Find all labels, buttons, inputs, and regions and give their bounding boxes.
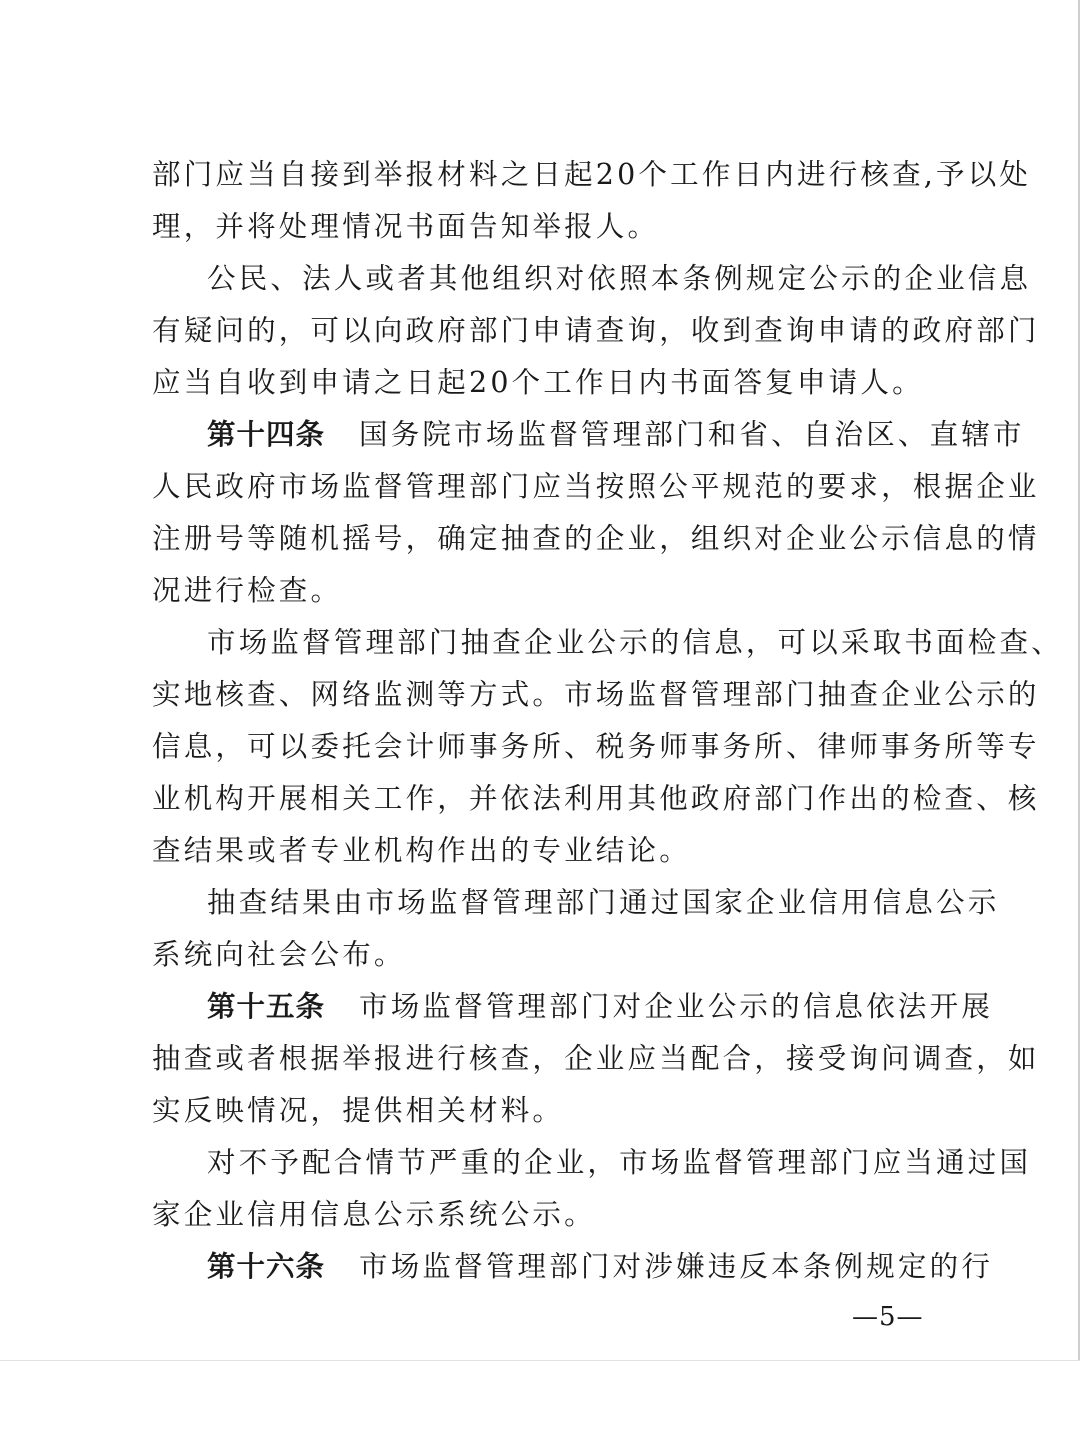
article-15 bbox=[207, 984, 994, 1025]
page-number: —5— bbox=[852, 1302, 924, 1332]
article-text: 市场监督管理部门对涉嫌违反本条例规定的行 bbox=[359, 1250, 994, 1283]
article-16 bbox=[207, 1244, 994, 1285]
article-14 bbox=[207, 412, 1025, 453]
article-heading: 第十六条 bbox=[207, 1250, 326, 1283]
text-line: 实地核查、网络监测等方式。市场监督管理部门抽查企业公示的 bbox=[152, 678, 1040, 711]
text-line: 系统向社会公布。 bbox=[152, 938, 406, 971]
paragraph-start: 对不予配合情节严重的企业，市场监督管理部门应当通过国 bbox=[207, 1146, 1032, 1179]
paragraph-start: 公民、法人或者其他组织对依照本条例规定公示的企业信息 bbox=[207, 262, 1032, 295]
text-line: 有疑问的，可以向政府部门申请查询，收到查询申请的政府部门 bbox=[152, 314, 1040, 347]
text-line: 抽查或者根据举报进行核查，企业应当配合，接受询问调查，如 bbox=[152, 1042, 1040, 1075]
text-line: 理，并将处理情况书面告知举报人。 bbox=[152, 210, 660, 243]
paragraph-start: 市场监督管理部门抽查企业公示的信息，可以采取书面检查、 bbox=[207, 626, 1063, 659]
text-line: 业机构开展相关工作，并依法利用其他政府部门作出的检查、核 bbox=[152, 782, 1040, 815]
page-gap bbox=[0, 1360, 1080, 1456]
text-line: 注册号等随机摇号，确定抽查的企业，组织对企业公示信息的情 bbox=[152, 522, 1040, 555]
article-text: 市场监督管理部门对企业公示的信息依法开展 bbox=[359, 990, 994, 1023]
text-line: 应当自收到申请之日起20个工作日内书面答复申请人。 bbox=[152, 366, 924, 399]
text-line: 实反映情况，提供相关材料。 bbox=[152, 1094, 565, 1127]
article-heading: 第十五条 bbox=[207, 990, 326, 1023]
paragraph-start: 抽查结果由市场监督管理部门通过国家企业信用信息公示 bbox=[207, 886, 1000, 919]
article-text: 国务院市场监督管理部门和省、自治区、直辖市 bbox=[359, 418, 1025, 451]
text-line: 查结果或者专业机构作出的专业结论。 bbox=[152, 834, 691, 867]
article-heading: 第十四条 bbox=[207, 418, 326, 451]
text-line: 家企业信用信息公示系统公示。 bbox=[152, 1198, 596, 1231]
text-line: 部门应当自接到举报材料之日起20个工作日内进行核查,予以处 bbox=[152, 158, 1032, 191]
text-line: 人民政府市场监督管理部门应当按照公平规范的要求，根据企业 bbox=[152, 470, 1040, 503]
text-line: 信息，可以委托会计师事务所、税务师事务所、律师事务所等专 bbox=[152, 730, 1040, 763]
text-line: 况进行检查。 bbox=[152, 574, 343, 607]
